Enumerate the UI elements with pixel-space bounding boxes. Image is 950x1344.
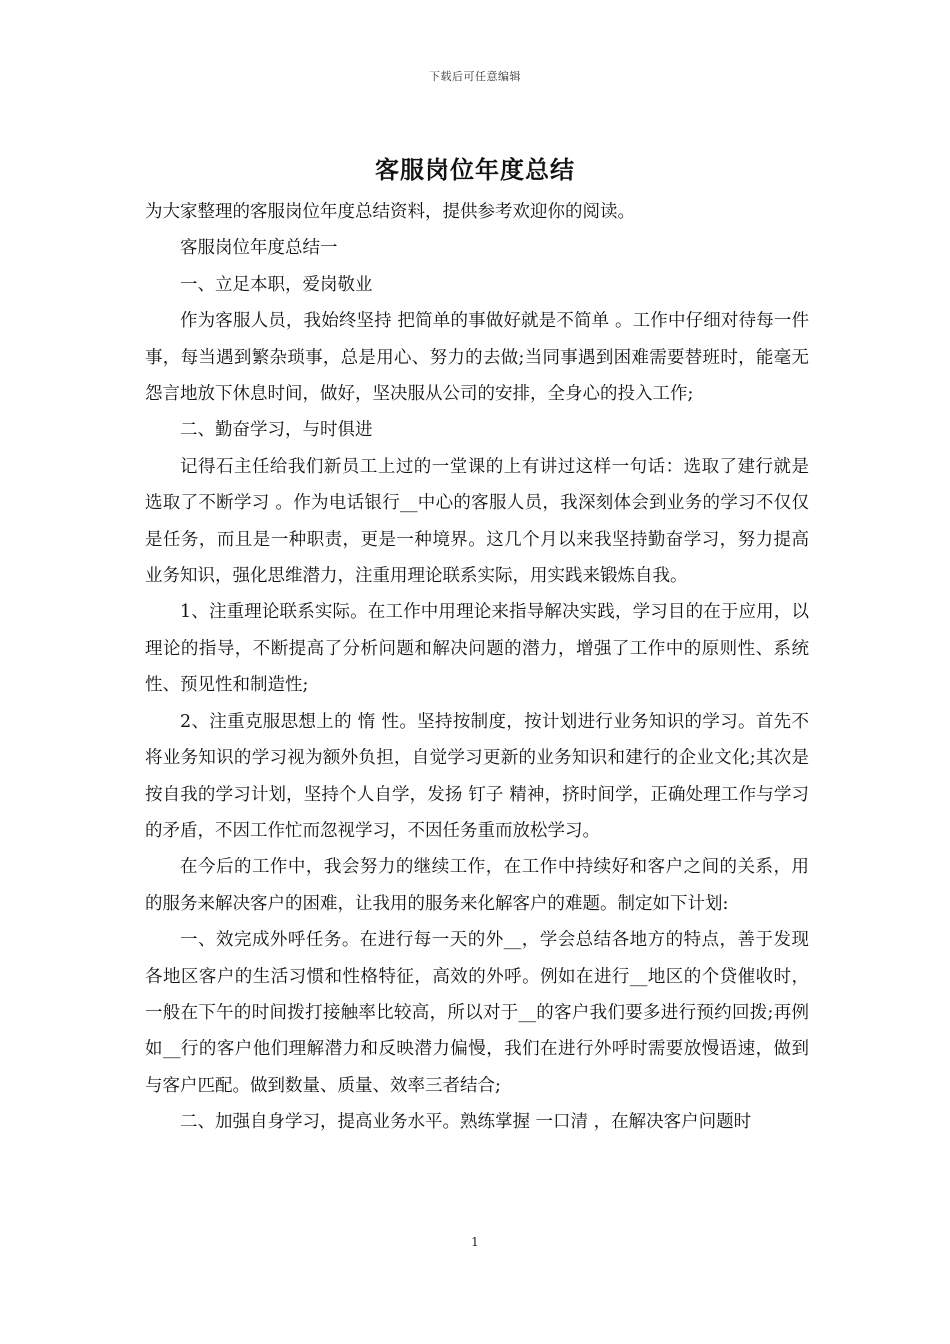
paragraph-section-heading: 客服岗位年度总结一 bbox=[180, 238, 338, 259]
header-note: 下载后可任意编辑 bbox=[429, 70, 521, 83]
paragraph-heading-2: 二、勤奋学习，与时俱进 bbox=[180, 420, 373, 441]
document-body bbox=[145, 194, 809, 1141]
paragraph: 1、注重理论联系实际。在工作中用理论来指导解决实践，学习目的在于应用，以理论的指导，不断提高了分析问题和解决问题的潜力，增强了工作中的原则性、系统性、预见性和制造性; bbox=[145, 602, 809, 696]
paragraph: 2、注重克服思想上的 惰 性。坚持按制度，按计划进行业务知识的学习。首先不将业务知识的学习视为额外负担，自觉学习更新的业务知识和建行的企业文化;其次是按自我的学习计划，坚持个人自学，发扬 钉子 精神，挤时间学，正确处理工作与学习的矛盾，不因工作忙而忽视学习，不因任务重而放松学习。 bbox=[145, 711, 809, 841]
paragraph-intro: 为大家整理的客服岗位年度总结资料，提供参考欢迎你的阅读。 bbox=[145, 202, 635, 222]
paragraph: 在今后的工作中，我会努力的继续工作，在工作中持续好和客户之间的关系，用的服务来解决客户的困难，让我用的服务来化解客户的难题。制定如下计划: bbox=[145, 857, 809, 914]
paragraph: 记得石主任给我们新员工上过的一堂课的上有讲过这样一句话：选取了建行就是选取了不断学习 。作为电话银行__中心的客服人员，我深刻体会到业务的学习不仅仅是任务，而且是一种职责，更是一种境界。这几个月以来我坚持勤奋学习，努力提高业务知识，强化思维潜力，注重用理论联系实际，用实践来锻炼自我。 bbox=[145, 456, 809, 587]
document-title: 客服岗位年度总结 bbox=[375, 155, 575, 184]
paragraph: 一、效完成外呼任务。在进行每一天的外__，学会总结各地方的特点，善于发现各地区客户的生活习惯和性格特征，高效的外呼。例如在进行__地区的个贷催收时，一般在下午的时间拨打接触率比较高，所以对于__的客户我们要多进行预约回拨;再例如__行的客户他们理解潜力和反映潜力偏慢，我们在进行外呼时需要放慢语速，做到与客户匹配。做到数量、质量、效率三者结合; bbox=[145, 930, 809, 1096]
paragraph: 二、加强自身学习，提高业务水平。熟练掌握 一口清 ，在解决客户问题时 bbox=[180, 1112, 752, 1133]
page-number: 1 bbox=[471, 1235, 479, 1249]
paragraph: 作为客服人员，我始终坚持 把简单的事做好就是不简单 。工作中仔细对待每一件事，每当遇到繁杂琐事，总是用心、努力的去做;当同事遇到困难需要替班时，能毫无怨言地放下休息时间，做好，坚决服从公司的安排，全身心的投入工作; bbox=[145, 311, 809, 405]
paragraph-heading-1: 一、立足本职，爱岗敬业 bbox=[180, 274, 373, 295]
